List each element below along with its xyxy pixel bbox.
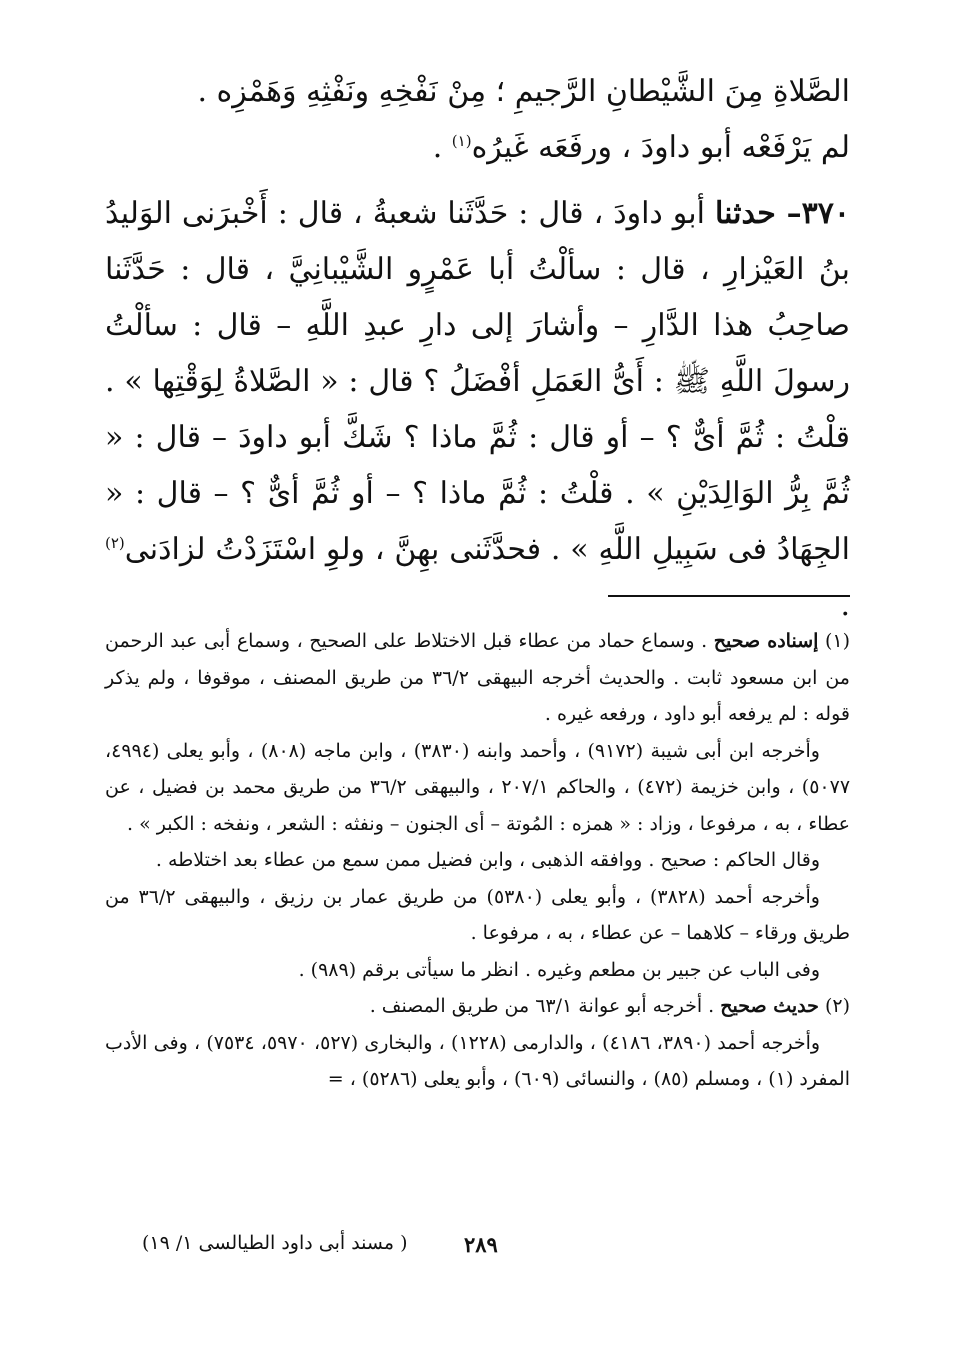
footnote-1 bbox=[105, 623, 850, 733]
page-number: ٢٨٩ bbox=[464, 1232, 498, 1257]
footnote-2-paragraph-2: وأخرجه أحمد (٣٨٩٠، ٤١٨٦) ، والدارمى (١٢٢٨) ، والبخارى (٥٢٧، ٥٩٧٠، ٧٥٣٤) ، وفى الأدب المفرد (١) ، ومسلم (٨٥) ، والنسائى (٦٠٩) ، وأبو يعلى (٥٢٨٦) ، = bbox=[105, 1031, 850, 1090]
footnote-1-paragraph-2: وأخرجه ابن أبى شيبة (٩١٧٢) ، وأحمد وابنه (٣٨٣٠) ، وابن ماجه (٨٠٨) ، وأبو يعلى (٤٩٩٤، ٥٠٧٧) ، وابن خزيمة (٤٧٢) ، والحاكم ٢٠٧/١ ، والبيهقى ٣٦/٢ من طريق محمد بن فضيل ، عن عطاء ، به ، مرفوعا ، وزاد : « همزه : المُوتة – أى الجنون – ونفثه : الشعر ، ونفخه : الكبر » . bbox=[105, 739, 851, 835]
footnote-1-grade: إسناده صحيح bbox=[713, 630, 819, 652]
page-footer bbox=[0, 1232, 956, 1262]
footnote-2 bbox=[105, 988, 850, 1025]
hadith-keyword: حدثنا bbox=[714, 196, 787, 231]
main-line-2-end: . bbox=[432, 130, 452, 165]
main-text bbox=[105, 64, 850, 634]
main-line-2 bbox=[105, 120, 850, 176]
main-line-1: الصَّلاةِ مِنَ الشَّيْطانِ الرَّجيمِ ؛ مِنْ نَفْخِهِ ونَفْثِهِ وَهَمْزِه . bbox=[197, 74, 850, 109]
hadith-number: ٣٧٠– bbox=[786, 196, 851, 231]
footnote-separator bbox=[608, 595, 850, 597]
footnote-ref-1[interactable]: (١) bbox=[451, 132, 472, 150]
footnote-2-marker: (٢) bbox=[818, 995, 850, 1017]
hadith-text: أبو داودَ ، قال : حَدَّثَنا شعبةُ ، قال : أَخْبرَنى الوَليدُ بنُ العَيْزارِ ، قال : سألْتُ أبا عَمْرٍو الشَّيْبانِيَّ ، قال : حَدَّثَنا صاحِبُ هذا الدَّارِ – وأشارَ إلى دارِ عبدِ اللَّهِ – قال : سألْتُ رسولَ اللَّهِ ﷺ : أَىُّ العَمَلِ أفْضَلُ ؟ قال : « الصَّلاةُ لِوَقْتِها » . قلْتُ : ثُمَّ أىٌّ ؟ – أو قال : ثُمَّ ماذا ؟ شَكَّ أبو داودَ – قال : « ثُمَّ بِرُّ الوَالِدَيْنِ » . قلْتُ : ثُمَّ ماذا ؟ – أو ثُمَّ أىٌّ ؟ – قال : « الجِهَادُ فى سَبِيلِ اللَّهِ » . فحدَّثَنى بهِنَّ ، ولوِ اسْتَزَدْتُ لزادَنى bbox=[105, 196, 850, 567]
main-line-2-text: لم يَرْفَعْه أبو داودَ ، ورفَعَه غَيرُه bbox=[471, 130, 850, 165]
footnote-1-marker: (١) bbox=[818, 630, 851, 652]
footnote-1-paragraph-3: وقال الحاكم : صحيح . ووافقه الذهبى ، وابن فضيل ممن سمع من عطاء بعد اختلاطه . bbox=[155, 849, 820, 871]
hadith-370 bbox=[105, 186, 850, 634]
footnote-ref-2[interactable]: (٢) bbox=[105, 534, 125, 552]
footnote-2-text: . أخرجه أبو عوانة ٦٣/١ من طريق المصنف . bbox=[369, 995, 721, 1017]
footnotes bbox=[105, 623, 850, 1098]
footnote-2-grade: حديث صحيح bbox=[720, 995, 819, 1017]
footnote-1-text: . وسماع حماد من عطاء قبل الاختلاط على الصحيح ، وسماع أبى عبد الرحمن من ابن مسعود ثابت . والحديث أخرجه البيهقى ٣٦/٢ من طريق المصنف ، موقوفا ، ولم يذكر قوله : لم يرفعه أبو داود ، ورفعه غيره . bbox=[105, 630, 850, 725]
hadith-end: . bbox=[840, 588, 850, 623]
running-title: ( مسند أبى داود الطيالسى ١/ ١٩) bbox=[142, 1232, 408, 1254]
footnote-1-paragraph-5: وفى الباب عن جبير بن مطعم وغيره . انظر ما سيأتى برقم (٩٨٩) . bbox=[298, 958, 820, 981]
footnote-1-paragraph-4: وأخرجه أحمد (٣٨٢٨) ، وأبو يعلى (٥٣٨٠) من طريق عمار بن رزيق ، والبيهقى ٣٦/٢ من طريق ورقاء – كلاهما – عن عطاء ، به ، مرفوعا . bbox=[105, 885, 850, 944]
